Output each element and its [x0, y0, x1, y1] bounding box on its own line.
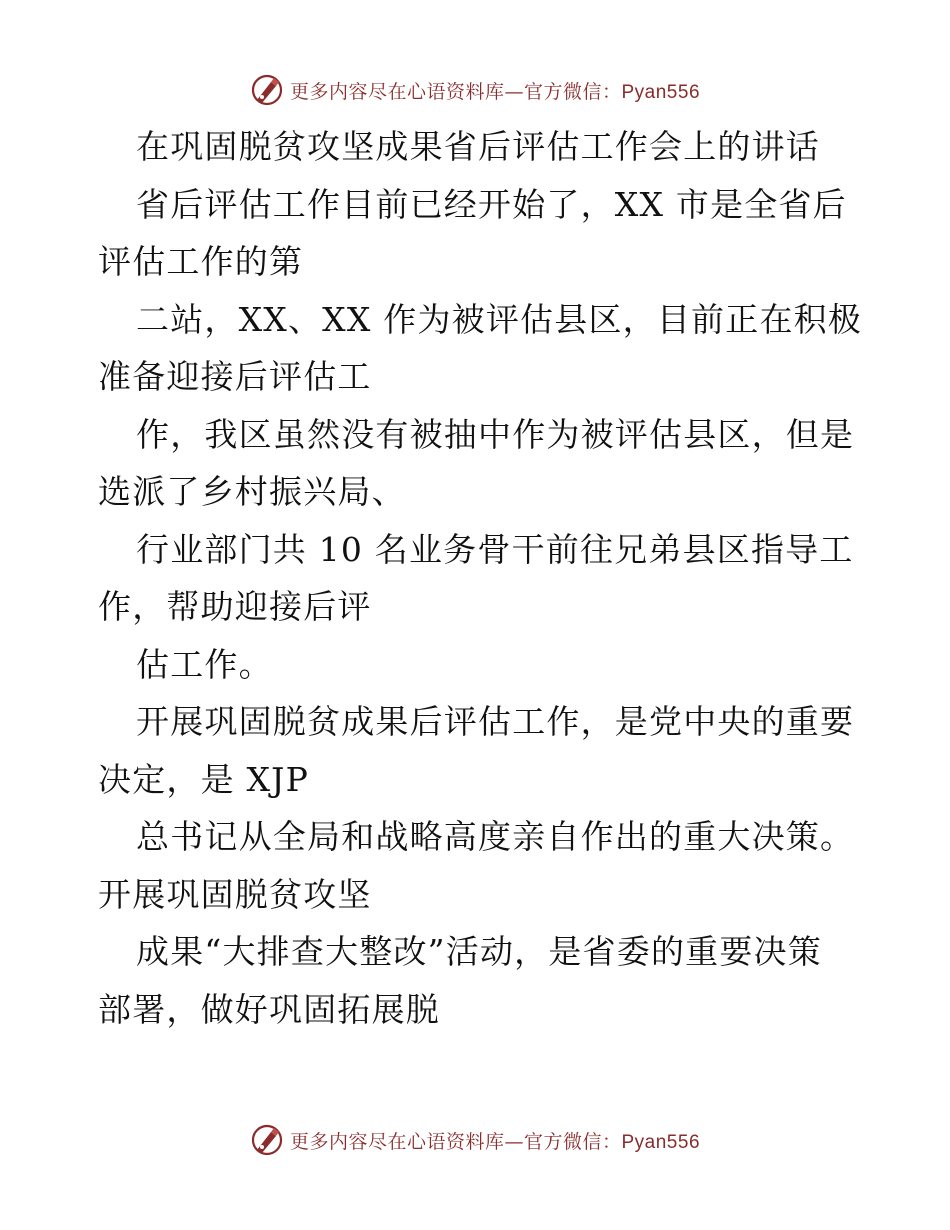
text-line: 评估工作的第 [98, 242, 304, 281]
text-line: 开展巩固脱贫成果后评估工作，是党中央的重要 [136, 702, 855, 741]
text-line: 准备迎接后评估工 [98, 357, 372, 396]
text-line: 成果“大排查大整改”活动，是省委的重要决策 [136, 932, 822, 971]
pen-logo-icon [250, 73, 284, 107]
footer-banner [0, 1120, 950, 1160]
document-body [98, 118, 863, 1038]
header-banner [0, 70, 950, 110]
text-line: 作，我区虽然没有被抽中作为被评估县区，但是 [136, 414, 855, 454]
text-line: 选派了乡村振兴局、 [98, 472, 406, 511]
text-line: 总书记从全局和战略高度亲自作出的重大决策。 [136, 817, 855, 856]
pen-logo-icon [250, 1123, 284, 1157]
text-line: 开展巩固脱贫攻坚 [98, 874, 372, 914]
header-banner-text: 更多内容尽在心语资料库—官方微信：Pyan556 [289, 80, 701, 103]
footer-banner-text: 更多内容尽在心语资料库—官方微信：Pyan556 [289, 1130, 701, 1153]
text-line: 估工作。 [136, 644, 273, 684]
text-line: 作，帮助迎接后评 [98, 587, 372, 626]
text-line: 部署，做好巩固拓展脱 [98, 989, 440, 1029]
text-line: 在巩固脱贫攻坚成果省后评估工作会上的讲话 [136, 127, 820, 166]
text-line: 决定，是 XJP [98, 759, 310, 799]
header-banner-id: Pyan556 [621, 81, 701, 103]
text-line: 二站，XX、XX 作为被评估县区，目前正在积极 [136, 299, 863, 339]
text-line: 省后评估工作目前已经开始了，XX 市是全省后 [136, 184, 847, 224]
text-line: 行业部门共 10 名业务骨干前往兄弟县区指导工 [136, 529, 854, 569]
footer-banner-id: Pyan556 [621, 1131, 701, 1153]
